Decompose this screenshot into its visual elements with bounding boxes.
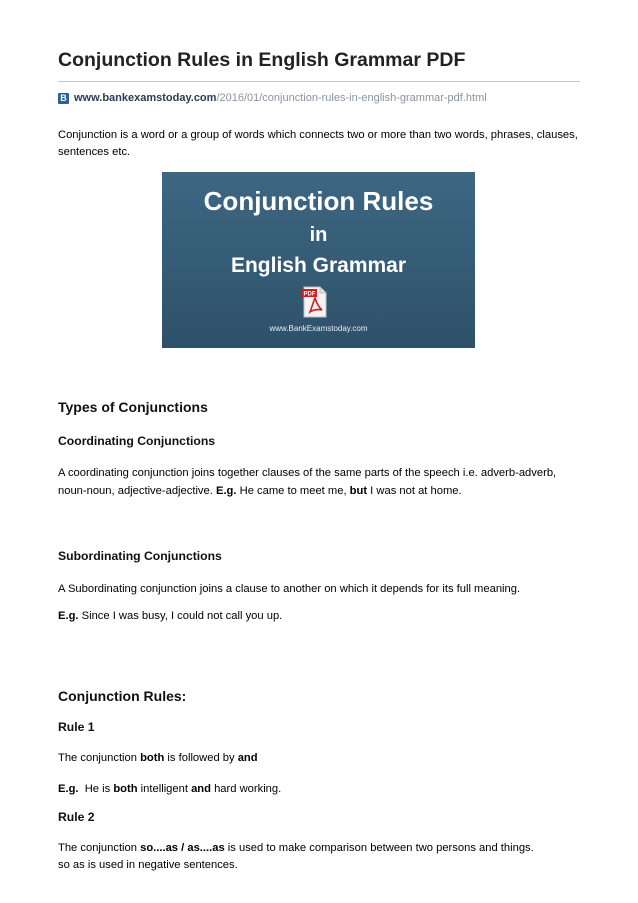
coordinating-heading: Coordinating Conjunctions (58, 434, 216, 448)
rule2-text-line2: so as is used in negative sentences. (58, 859, 238, 871)
hero-image (162, 172, 475, 348)
rules-heading: Conjunction Rules: (58, 688, 187, 704)
eg-label: E.g. (215, 485, 237, 497)
source-path-link[interactable]: /2016/01/conjunction-rules-in-english-grammar-pdf.html (216, 92, 487, 104)
subordinating-text: A Subordinating conjunction joins a clause to another on which it depends for its full meaning. (58, 583, 521, 595)
rule1-example: E.g. He is both intelligent and hard working. (58, 783, 282, 795)
subordinating-example: E.g. Since I was busy, I could not call you up. (58, 610, 283, 622)
blogger-b-icon: B (58, 93, 69, 104)
hero-title-line3: English Grammar (230, 254, 407, 277)
intro-paragraph: Conjunction is a word or a group of words which connects two or more than two words, phrases, clauses, sentences etc. (58, 129, 578, 158)
source-line (58, 91, 487, 105)
eg-label: E.g. (58, 610, 79, 622)
hero-title-line2: in (309, 224, 328, 246)
source-domain-link[interactable]: www.bankexamstoday.com (74, 92, 217, 104)
pdf-label: PDF (303, 291, 316, 298)
subordinating-heading: Subordinating Conjunctions (58, 549, 222, 563)
page-title: Conjunction Rules in English Grammar PDF (58, 49, 466, 71)
rule1-heading: Rule 1 (58, 720, 95, 734)
rule2-text: The conjunction so....as / as....as is used to make comparison between two persons and things. (58, 842, 534, 854)
hero-title-line1: Conjunction Rules (203, 186, 434, 216)
but-keyword: but (349, 485, 368, 497)
types-heading: Types of Conjunctions (58, 399, 208, 415)
coordinating-text-line2: noun-noun, adjective-adjective. E.g. He came to meet me, but I was not at home. (58, 485, 462, 497)
title-divider (58, 81, 580, 82)
pdf-icon (302, 286, 328, 318)
rule1-text: The conjunction both is followed by and (58, 752, 258, 764)
rule2-heading: Rule 2 (58, 810, 95, 824)
hero-site-caption: www.BankExamstoday.com (269, 324, 368, 333)
coordinating-text-line1: A coordinating conjunction joins together clauses of the same parts of the speech i.e. adverb-adverb, (58, 467, 557, 479)
